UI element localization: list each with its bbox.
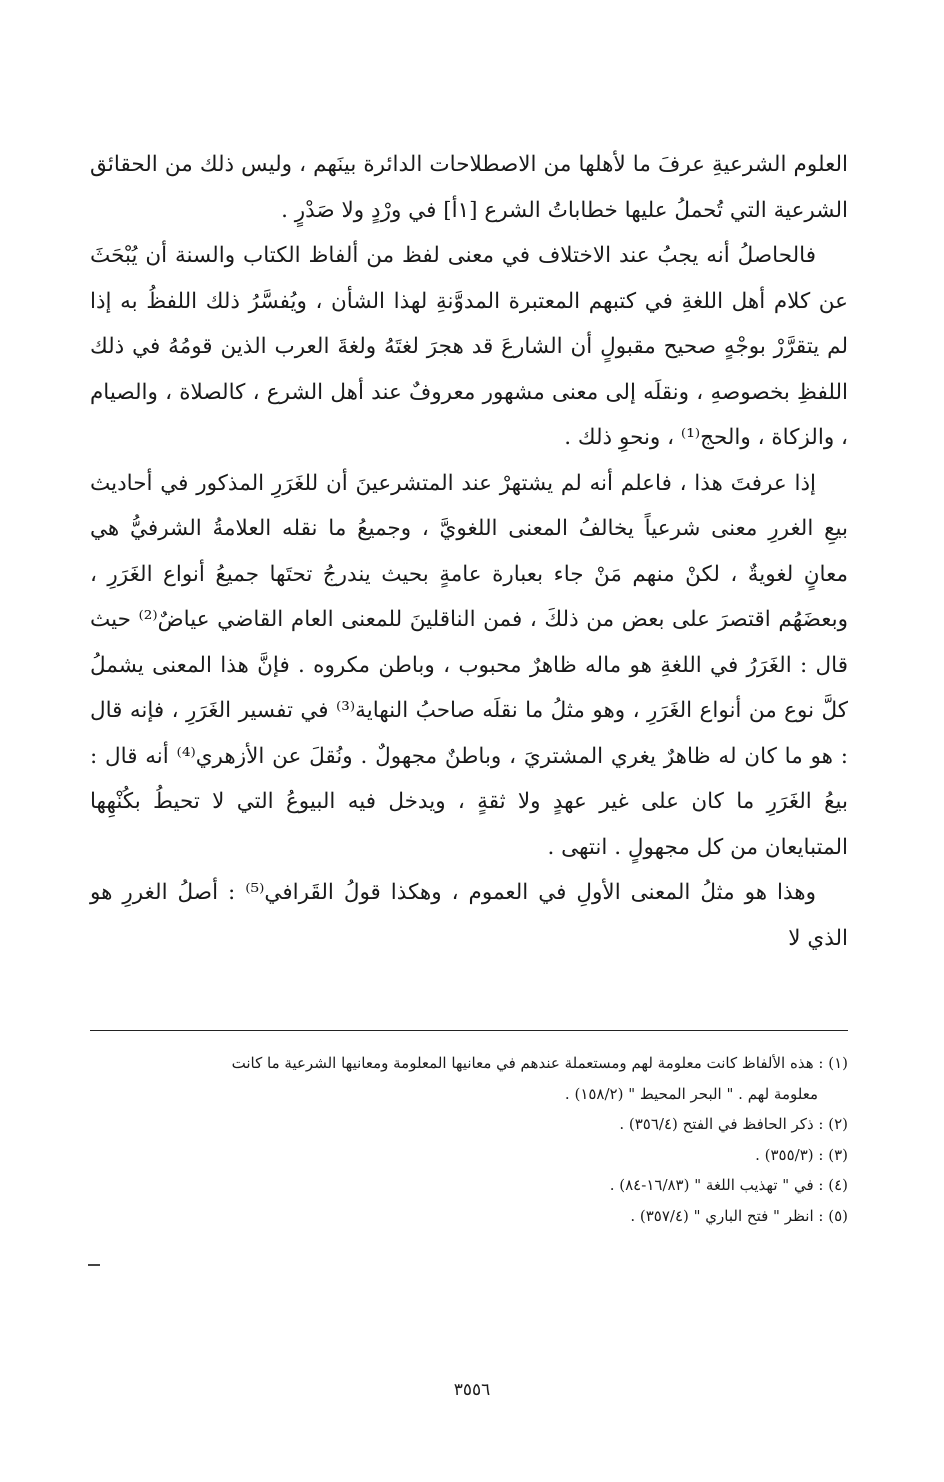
paragraph-3: إذا عرفتَ هذا ، فاعلم أنه لم يشتهرْ عند المتشرعينَ أن للغَرَرِ المذكور في أحاديث بيعِ الغررِ معنى شرعياً يخالفُ المعنى اللغويَّ ، وجميعُ ما نقله العلامةُ الشرفيُّ هي معانٍ لغويةٌ ، لكنْ منهم مَنْ جاء بعبارة عامةٍ بحيث يندرجُ تحتَها جميعُ أنواع الغَرَرِ ، وبعضَهُم اقتصرَ على بعض من ذلكَ ، فمن الناقلينَ للمعنى العام القاضي عياضٌ⁽²⁾ حيث قال : الغَرَرُ في اللغةِ هو ماله ظاهرٌ محبوب ، وباطن مكروه . فإنَّ هذا المعنى يشملُ كلَّ نوع من أنواع الغَرَرِ ، وهو مثلُ ما نقلَه صاحبُ النهاية⁽³⁾ في تفسير الغَرَرِ ، فإنه قال : هو ما كان له ظاهرٌ يغري المشتريَ ، وباطنٌ مجهولٌ . ونُقلَ عن الأزهري⁽⁴⁾ أنه قال : بيعُ الغَرَرِ ما كان على غير عهدٍ ولا ثقةٍ ، ويدخل فيه البيوعُ التي لا تحيطُ بكُنْهِها المتبايعان من كل مجهولٍ . انتهى . bbox=[90, 470, 848, 860]
footnotes bbox=[80, 1048, 848, 1231]
footnote-1-line-1: (١) : هذه الألفاظ كانت معلومة لهم ومستعملة عندهم في معانيها المعلومة ومعانيها الشرعية ما كانت bbox=[231, 1054, 848, 1072]
footnote-4: (٤) : في " تهذيب اللغة " (١٦/٨٣-٨٤) . bbox=[609, 1176, 848, 1194]
footnote-separator bbox=[90, 1030, 848, 1031]
main-text bbox=[90, 142, 848, 961]
footnote-2: (٢) : ذكر الحافظ في الفتح (٣٥٦/٤) . bbox=[619, 1115, 848, 1133]
paragraph-1: العلوم الشرعيةِ عرفَ ما لأهلها من الاصطلاحات الدائرة بينَهم ، وليس ذلك من الحقائق الشرعية التي تُحملُ عليها خطاباتُ الشرع [١أ] في ورْدٍ ولا صَدْرٍ . bbox=[90, 152, 848, 223]
footnote-3: (٣) : (٣٥٥/٣) . bbox=[755, 1145, 848, 1164]
paragraph-2: فالحاصلُ أنه يجبُ عند الاختلاف في معنى لفظ من ألفاظ الكتاب والسنة أن يُبْحَثَ عن كلام أهل اللغةِ في كتبهم المعتبرة المدوَّنةِ لهذا الشأن ، ويُفسَّرُ ذلك اللفظُ به إذا لم يتقرَّرْ بوجْهٍ صحيح مقبولٍ أن الشارعَ قد هجرَ لغتَهُ ولغةَ العرب الذين قومُهُ في ذلك اللفظِ بخصوصهِ ، ونقلَه إلى معنى مشهور معروفٌ عند أهل الشرع ، كالصلاة ، والصيام ، والزكاة ، والحج⁽¹⁾ ، ونحوِ ذلك . bbox=[90, 243, 848, 450]
page-number: ٣٥٥٦ bbox=[453, 1380, 491, 1400]
margin-mark bbox=[88, 1264, 100, 1266]
footnote-5: (٥) : انظر " فتح الباري " (٣٥٧/٤) . bbox=[630, 1206, 848, 1225]
paragraph-4: وهذا هو مثلُ المعنى الأولِ في العموم ، وهكذا قولُ القَرافي⁽⁵⁾ : أصلُ الغررِ هو الذي لا bbox=[90, 880, 848, 951]
footnote-1-line-2: معلومة لهم . " البحر المحيط " (١٥٨/٢) . bbox=[564, 1084, 818, 1103]
